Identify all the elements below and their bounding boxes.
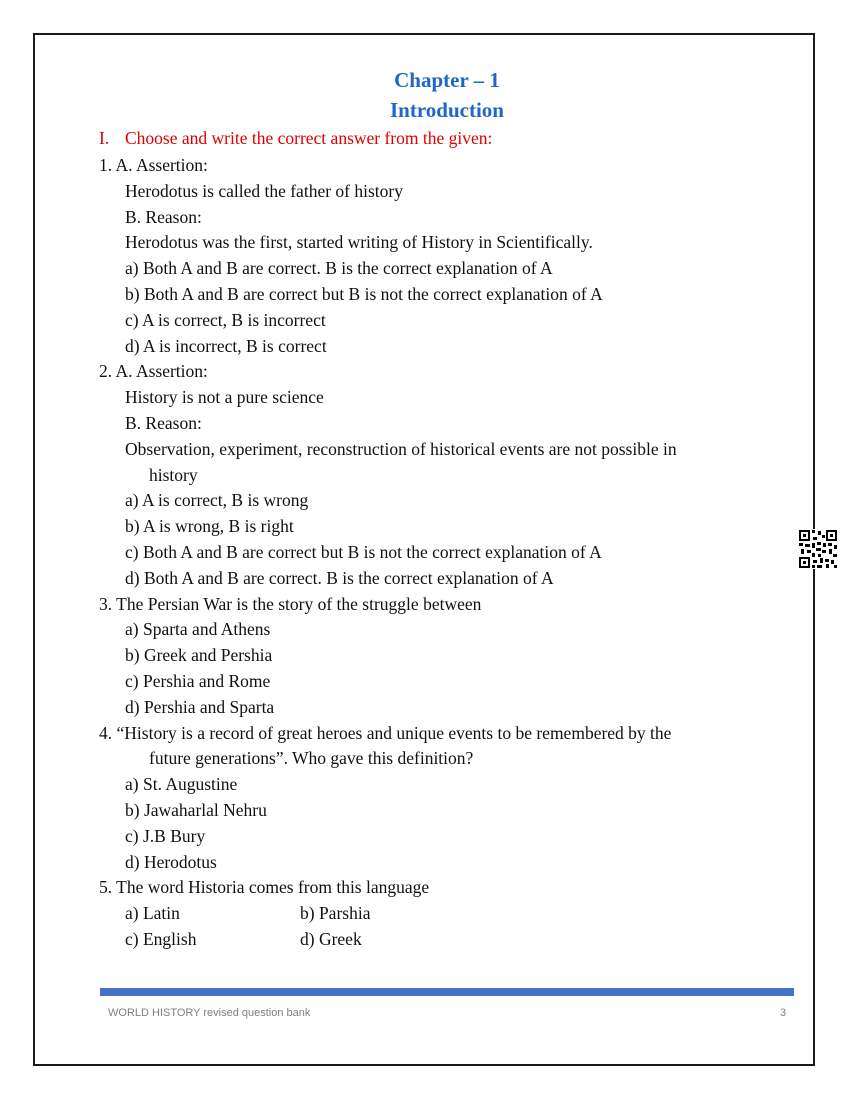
q4-line1: 4. “History is a record of great heroes and unique events to be remembered by the (99, 722, 672, 743)
q4-option-b: b) Jawaharlal Nehru (125, 799, 267, 820)
chapter-heading: Chapter – 1 (394, 68, 500, 92)
q5-option-b: b) Parshia (300, 903, 371, 924)
q2-option-c: c) Both A and B are correct but B is not the correct explanation of A (125, 541, 602, 562)
q4-option-a: a) St. Augustine (125, 774, 238, 795)
q2-header: 2. A. Assertion: (99, 361, 208, 382)
q1-header: 1. A. Assertion: (99, 155, 208, 175)
q3-text: 3. The Persian War is the story of the struggle between (99, 593, 482, 614)
q4-option-d: d) Herodotus (125, 851, 217, 872)
section-number: I. (99, 128, 110, 148)
q2-reason-line1: Observation, experiment, reconstruction of historical events are not possible in (125, 438, 677, 459)
section-text: Choose and write the correct answer from the given: (125, 128, 493, 148)
question-list (99, 153, 759, 953)
q5-option-a: a) Latin (125, 903, 180, 924)
q3-option-c: c) Pershia and Rome (125, 670, 271, 691)
q5-option-c: c) English (125, 928, 197, 949)
footer-title: WORLD HISTORY revised question bank (108, 1007, 311, 1019)
q5-text: 5. The word Historia comes from this language (99, 877, 430, 898)
q1-assertion: Herodotus is called the father of history (125, 180, 403, 201)
q1-option-b: b) Both A and B are correct but B is not the correct explanation of A (125, 283, 603, 304)
chapter-title: Introduction (390, 98, 504, 122)
q2-option-d: d) Both A and B are correct. B is the correct explanation of A (125, 567, 554, 588)
q5-option-d: d) Greek (300, 928, 362, 949)
q4-line2: future generations”. Who gave this definition? (149, 748, 474, 769)
q3-option-d: d) Pershia and Sparta (125, 696, 275, 717)
q2-reason-label: B. Reason: (125, 412, 202, 433)
q2-reason-line2: history (149, 464, 198, 485)
q5-options-row-2 (99, 927, 759, 953)
q1-reason: Herodotus was the first, started writing of History in Scientifically. (125, 232, 593, 253)
q2-option-b: b) A is wrong, B is right (125, 516, 294, 537)
q3-option-b: b) Greek and Pershia (125, 645, 273, 666)
q1-option-a: a) Both A and B are correct. B is the correct explanation of A (125, 258, 553, 279)
q1-option-c: c) A is correct, B is incorrect (125, 309, 326, 330)
q1-reason-label: B. Reason: (125, 206, 202, 227)
q1-option-d: d) A is incorrect, B is correct (125, 335, 327, 356)
q3-option-a: a) Sparta and Athens (125, 619, 271, 640)
q2-assertion: History is not a pure science (125, 387, 324, 408)
footer-rule (100, 988, 794, 996)
qr-code-icon (798, 529, 838, 569)
q2-option-a: a) A is correct, B is wrong (125, 490, 309, 511)
q5-options-row-1 (99, 901, 759, 927)
section-instruction (99, 128, 492, 149)
page-number: 3 (780, 1007, 787, 1019)
q4-option-c: c) J.B Bury (125, 825, 206, 846)
